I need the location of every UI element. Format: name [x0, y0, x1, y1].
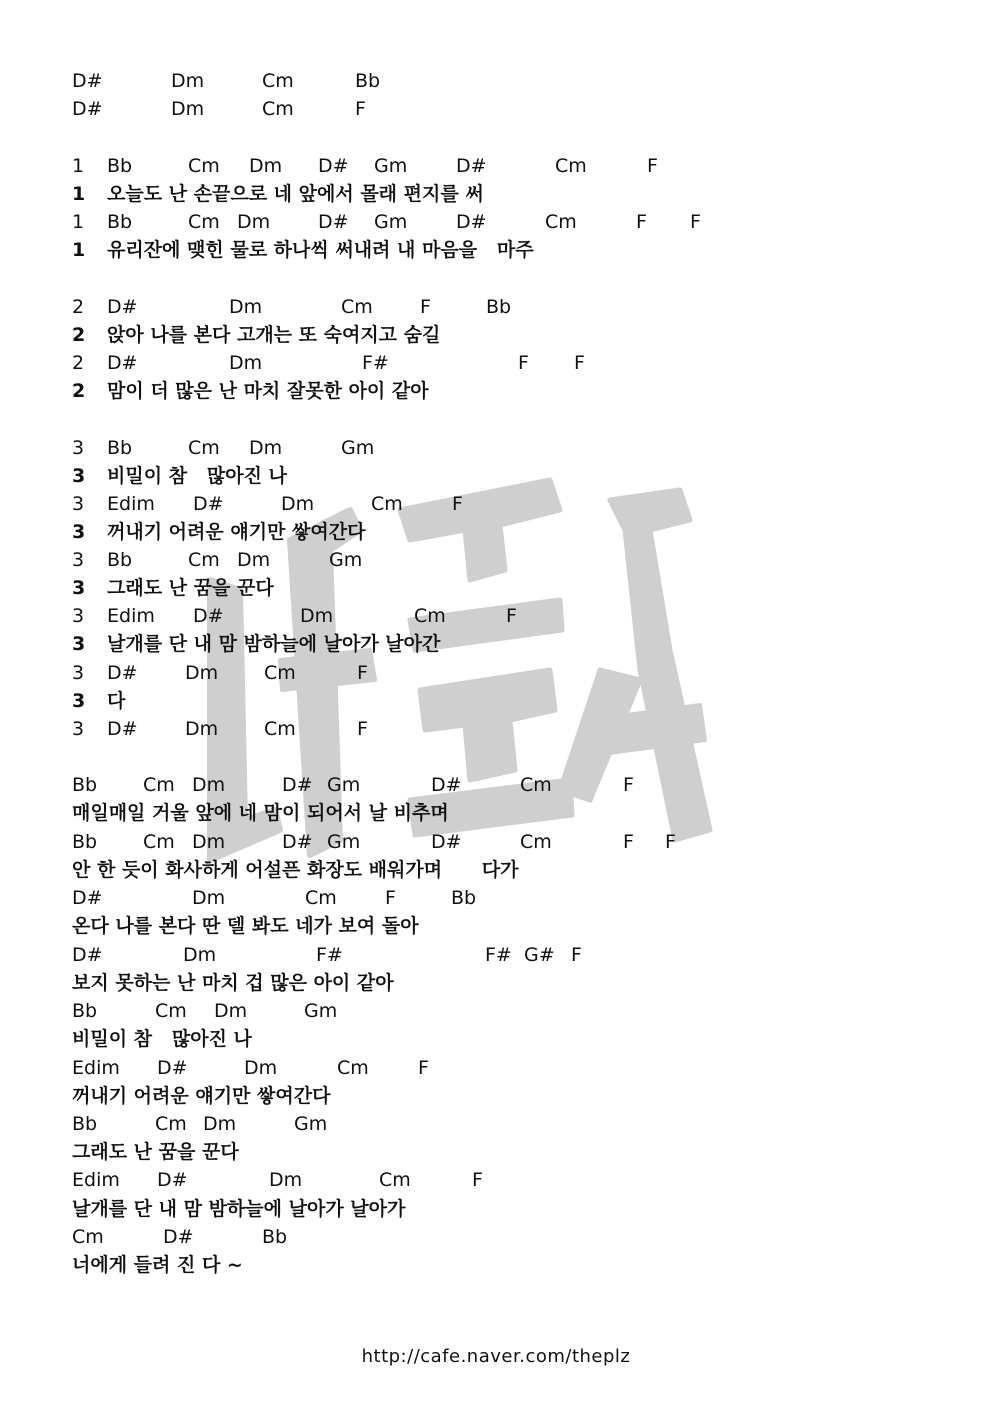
chord-line	[0, 1167, 992, 1193]
chord-symbol: F	[418, 1057, 429, 1079]
chord-symbol: D#	[193, 605, 224, 627]
lyric-text: 앉아 나를 본다 고개는 또 숙여지고 숨길	[107, 324, 441, 346]
lyric-line	[0, 800, 992, 826]
chord-line	[0, 1224, 992, 1250]
chord-symbol: Cm	[155, 1000, 187, 1022]
chord-symbol: Bb	[486, 296, 512, 318]
lyric-text: 비밀이 참 많아진 나	[72, 1028, 252, 1050]
lyric-line	[0, 181, 992, 207]
chord-symbol: F#	[316, 944, 343, 966]
chord-symbol: Cm	[371, 493, 403, 515]
chord-symbol: F	[665, 831, 676, 853]
chord-symbol: Cm	[341, 296, 373, 318]
chord-symbol: Bb	[262, 1226, 288, 1248]
chord-symbol: Cm	[264, 662, 296, 684]
lyric-line	[0, 1139, 992, 1165]
lyric-text: 날개를 단 내 맘 밤하늘에 날아가 날아간	[107, 633, 441, 655]
section-number: 3	[72, 577, 86, 599]
chord-symbol: Cm	[188, 549, 220, 571]
lyric-text: 안 한 듯이 화사하게 어설픈 화장도 배워가며 다가	[72, 859, 519, 881]
lyric-line	[0, 913, 992, 939]
chord-symbol: Cm	[545, 211, 577, 233]
chord-symbol: Dm	[300, 605, 334, 627]
chord-line	[0, 716, 992, 742]
chord-symbol: Cm	[520, 774, 552, 796]
chord-symbol: Dm	[249, 437, 283, 459]
chord-symbol: D#	[163, 1226, 194, 1248]
lyric-line	[0, 688, 992, 714]
chord-symbol: F	[506, 605, 517, 627]
lyric-line	[0, 1083, 992, 1109]
chord-symbol: Cm	[188, 437, 220, 459]
lyric-text: 비밀이 참 많아진 나	[107, 465, 287, 487]
chord-symbol: D#	[318, 155, 349, 177]
chord-symbol: D#	[282, 831, 313, 853]
chord-line	[0, 603, 992, 629]
section-number: 2	[72, 380, 86, 402]
chord-symbol: Dm	[171, 70, 205, 92]
chord-symbol: F	[420, 296, 431, 318]
chord-symbol: Dm	[281, 493, 315, 515]
chord-symbol: Bb	[107, 549, 133, 571]
chord-symbol: Dm	[214, 1000, 248, 1022]
chord-line	[0, 885, 992, 911]
section-number: 1	[72, 155, 85, 177]
lyric-line	[0, 1196, 992, 1222]
lyric-text: 꺼내기 어려운 얘기만 쌓여간다	[72, 1085, 331, 1107]
section-number: 3	[72, 718, 85, 740]
lyric-line	[0, 1252, 992, 1278]
chord-symbol: Dm	[249, 155, 283, 177]
lyric-text: 다	[107, 690, 126, 712]
chord-symbol: F	[647, 155, 658, 177]
chord-symbol: Edim	[72, 1057, 120, 1079]
chord-line	[0, 1111, 992, 1137]
chord-symbol: Bb	[355, 70, 381, 92]
chord-line	[0, 1055, 992, 1081]
section-number: 3	[72, 605, 85, 627]
chord-symbol: Bb	[72, 831, 98, 853]
chord-symbol: F	[636, 211, 647, 233]
chord-symbol: D#	[107, 662, 138, 684]
lyric-line	[0, 970, 992, 996]
chord-symbol: Cm	[414, 605, 446, 627]
chord-symbol: Edim	[72, 1169, 120, 1191]
chord-symbol: Gm	[304, 1000, 338, 1022]
lyric-text: 날개를 단 내 맘 밤하늘에 날아가 날아가	[72, 1198, 406, 1220]
section-number: 3	[72, 662, 85, 684]
chord-symbol: Bb	[72, 1113, 98, 1135]
chord-symbol: Gm	[327, 831, 361, 853]
footer-url: http://cafe.naver.com/theplz	[361, 1346, 631, 1367]
chord-symbol: Cm	[188, 211, 220, 233]
lyric-line	[0, 463, 992, 489]
lyric-text: 그래도 난 꿈을 꾼다	[107, 577, 274, 599]
chord-symbol: D#	[72, 944, 103, 966]
lyric-text: 꺼내기 어려운 얘기만 쌓여간다	[107, 521, 366, 543]
chord-line	[0, 942, 992, 968]
chord-symbol: D#	[318, 211, 349, 233]
chord-symbol: F	[623, 774, 634, 796]
chord-symbol: Cm	[379, 1169, 411, 1191]
lyric-line	[0, 1026, 992, 1052]
chord-symbol: F	[357, 718, 368, 740]
chord-line	[0, 998, 992, 1024]
lyric-text: 너에게 들려 진 다 ~	[72, 1254, 243, 1276]
chord-symbol: Dm	[203, 1113, 237, 1135]
chord-symbol: F	[355, 98, 366, 120]
chord-symbol: Gm	[341, 437, 375, 459]
chord-symbol: D#	[456, 155, 487, 177]
chord-line	[0, 547, 992, 573]
chord-symbol: Edim	[107, 493, 155, 515]
chord-line	[0, 435, 992, 461]
lyric-line	[0, 378, 992, 404]
chord-symbol: D#	[72, 70, 103, 92]
section-number: 1	[72, 211, 85, 233]
chord-symbol: F	[571, 944, 582, 966]
lyric-line	[0, 322, 992, 348]
chord-symbol: D#	[157, 1169, 188, 1191]
chord-symbol: Cm	[555, 155, 587, 177]
chord-symbol: D#	[72, 887, 103, 909]
section-number: 3	[72, 690, 86, 712]
chord-symbol: F	[690, 211, 701, 233]
chord-symbol: Bb	[72, 1000, 98, 1022]
chord-symbol: Gm	[329, 549, 363, 571]
chord-symbol: F	[452, 493, 463, 515]
section-number: 1	[72, 183, 86, 205]
chord-symbol: Cm	[262, 70, 294, 92]
lyric-line	[0, 575, 992, 601]
chord-symbol: Gm	[327, 774, 361, 796]
chord-symbol: Dm	[185, 718, 219, 740]
chord-symbol: D#	[107, 352, 138, 374]
lyric-text: 매일매일 거울 앞에 네 맘이 되어서 날 비추며	[72, 802, 449, 824]
chord-symbol: Dm	[244, 1057, 278, 1079]
chord-symbol: Gm	[294, 1113, 328, 1135]
chord-symbol: Dm	[237, 549, 271, 571]
chord-symbol: Dm	[171, 98, 205, 120]
chord-symbol: Cm	[143, 831, 175, 853]
lyric-text: 보지 못하는 난 마치 겁 많은 아이 같아	[72, 972, 394, 994]
chord-symbol: F#	[362, 352, 389, 374]
lyric-line	[0, 519, 992, 545]
chord-symbol: Cm	[264, 718, 296, 740]
chord-line	[0, 772, 992, 798]
lyric-text: 맘이 더 많은 난 마치 잘못한 아이 같아	[107, 380, 429, 402]
section-number: 3	[72, 465, 86, 487]
chord-symbol: F	[574, 352, 585, 374]
section-number: 3	[72, 521, 86, 543]
lyric-line	[0, 237, 992, 263]
chord-symbol: Bb	[72, 774, 98, 796]
chord-symbol: Dm	[229, 352, 263, 374]
chord-line	[0, 829, 992, 855]
chord-symbol: Cm	[188, 155, 220, 177]
chord-symbol: D#	[72, 98, 103, 120]
chord-symbol: Cm	[305, 887, 337, 909]
chord-symbol: F#	[485, 944, 512, 966]
chord-symbol: D#	[431, 831, 462, 853]
section-number: 3	[72, 493, 85, 515]
lyric-text: 온다 나를 본다 딴 델 봐도 네가 보여 돌아	[72, 915, 419, 937]
lyric-text: 그래도 난 꿈을 꾼다	[72, 1141, 239, 1163]
chord-line	[0, 209, 992, 235]
chord-line	[0, 68, 992, 94]
chord-symbol: D#	[107, 296, 138, 318]
chord-symbol: D#	[107, 718, 138, 740]
chord-symbol: Cm	[337, 1057, 369, 1079]
chord-symbol: D#	[431, 774, 462, 796]
chord-line	[0, 96, 992, 122]
section-number: 2	[72, 296, 85, 318]
lyric-line	[0, 857, 992, 883]
chord-symbol: Cm	[72, 1226, 104, 1248]
lyric-text: 오늘도 난 손끝으로 네 앞에서 몰래 편지를 써	[107, 183, 484, 205]
chord-symbol: Cm	[155, 1113, 187, 1135]
chord-symbol: D#	[193, 493, 224, 515]
chord-symbol: Dm	[237, 211, 271, 233]
section-number: 3	[72, 437, 85, 459]
chord-symbol: Cm	[143, 774, 175, 796]
lyric-text: 유리잔에 맺힌 물로 하나씩 써내려 내 마음을 마주	[107, 239, 534, 261]
chord-symbol: Dm	[192, 831, 226, 853]
chord-symbol: Dm	[183, 944, 217, 966]
chord-symbol: D#	[282, 774, 313, 796]
chord-line	[0, 153, 992, 179]
chord-symbol: Dm	[192, 887, 226, 909]
chord-line	[0, 350, 992, 376]
chord-symbol: Dm	[185, 662, 219, 684]
lyric-line	[0, 631, 992, 657]
section-number: 3	[72, 549, 85, 571]
chord-symbol: D#	[456, 211, 487, 233]
chord-symbol: Cm	[262, 98, 294, 120]
section-number: 2	[72, 352, 85, 374]
chord-symbol: Edim	[107, 605, 155, 627]
chord-symbol: Bb	[107, 155, 133, 177]
chord-symbol: Bb	[107, 437, 133, 459]
chord-symbol: F	[357, 662, 368, 684]
chord-symbol: Cm	[520, 831, 552, 853]
section-number: 2	[72, 324, 86, 346]
section-number: 3	[72, 633, 86, 655]
chord-line	[0, 294, 992, 320]
chord-symbol: Gm	[374, 211, 408, 233]
chord-symbol: F	[385, 887, 396, 909]
chord-symbol: Dm	[269, 1169, 303, 1191]
chord-symbol: F	[472, 1169, 483, 1191]
chord-symbol: D#	[157, 1057, 188, 1079]
chord-symbol: F	[623, 831, 634, 853]
section-number: 1	[72, 239, 86, 261]
chord-symbol: Bb	[107, 211, 133, 233]
chord-symbol: F	[518, 352, 529, 374]
chord-symbol: G#	[524, 944, 555, 966]
chord-line	[0, 660, 992, 686]
chord-symbol: Gm	[374, 155, 408, 177]
chord-symbol: Dm	[192, 774, 226, 796]
chord-symbol: Bb	[451, 887, 477, 909]
chord-symbol: Dm	[229, 296, 263, 318]
chord-line	[0, 491, 992, 517]
